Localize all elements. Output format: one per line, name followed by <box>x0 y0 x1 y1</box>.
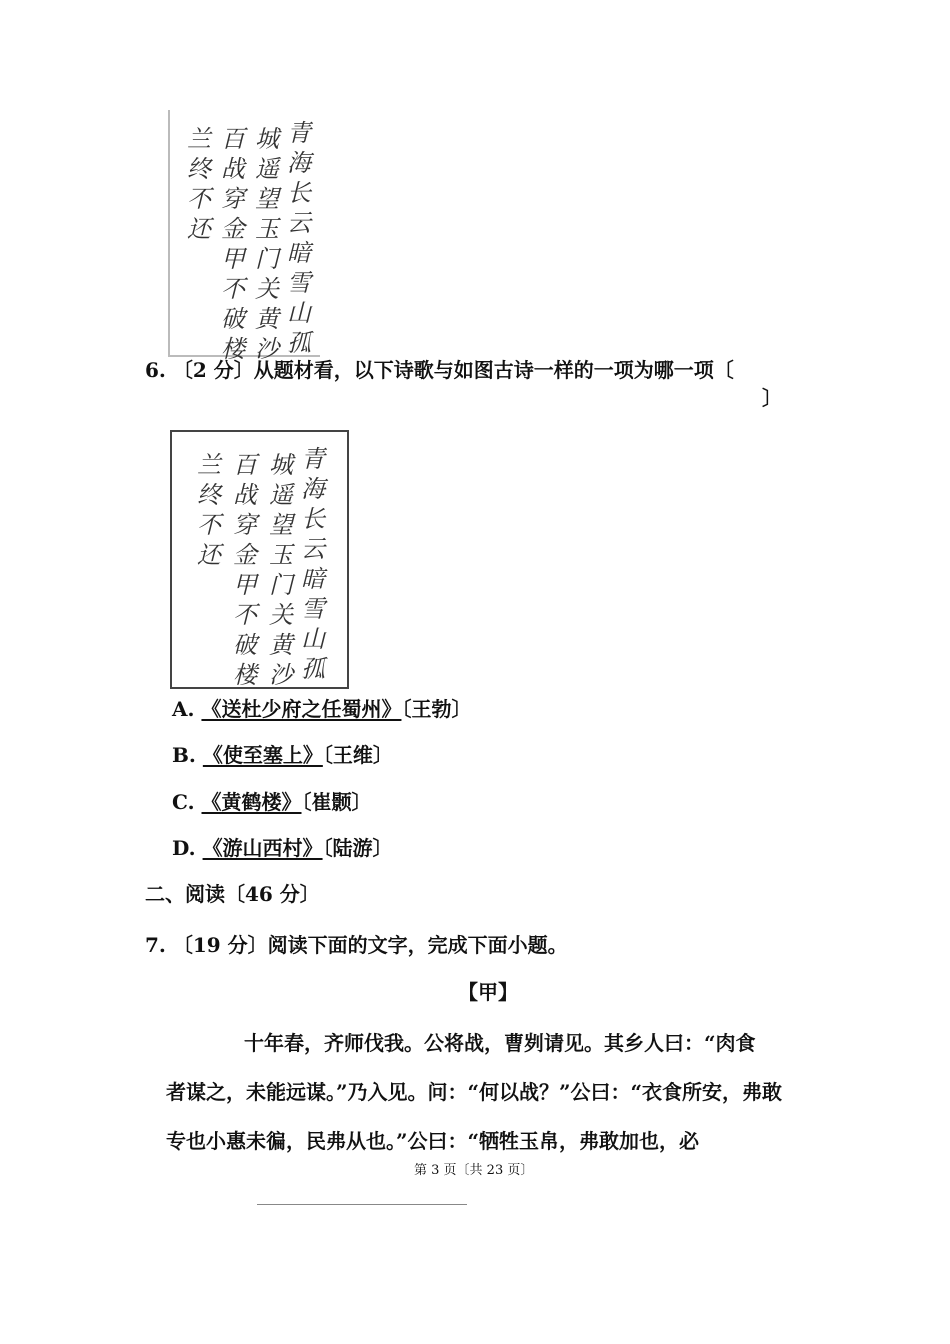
option-author: 〔陆游〕 <box>322 836 393 860</box>
poem-column-3: 百战穿金甲不破楼 <box>221 125 245 363</box>
option-author: 〔王维〕 <box>322 743 393 767</box>
page-footer: 第 3 页〔共 23 页〕 <box>414 1163 534 1178</box>
option-letter: C. <box>172 790 195 814</box>
option-letter: B. <box>172 743 196 767</box>
option-letter: D. <box>172 836 196 860</box>
passage-line-1: 十年春，齐师伐我。公将战，曹刿请见。其乡人曰：“肉食 <box>244 1031 756 1055</box>
passage-line-3: 专也小惠未徧，民弗从也。”公曰：“牺牲玉帛，弗敢加也，必 <box>166 1129 700 1153</box>
option-c[interactable] <box>172 786 372 815</box>
poem-column-3: 百战穿金甲不破楼 <box>233 451 257 689</box>
option-title: 《送杜少府之任蜀州》 <box>201 697 402 721</box>
option-title: 《游山西村》 <box>202 836 323 860</box>
poem-column-1: 青海长云暗雪山孤 <box>301 445 325 683</box>
passage-line-2: 者谋之，未能远谋。”乃入见。问：“何以战？”公曰：“衣食所安，弗敢 <box>166 1080 783 1104</box>
option-b[interactable] <box>172 739 393 768</box>
question-6 <box>145 354 734 383</box>
poem-column-1: 青海长云暗雪山孤 <box>287 119 311 357</box>
poem-column-4: 兰终不还 <box>187 125 211 243</box>
section-heading: 二、阅读〔46 分〕 <box>145 882 320 906</box>
passage-heading: 【甲】 <box>458 980 518 1004</box>
poem-image-framed <box>170 430 349 689</box>
option-letter: A. <box>172 697 195 721</box>
poem-column-2: 城遥望玉门关黄沙 <box>269 451 293 689</box>
option-d[interactable] <box>172 832 393 861</box>
poem-column-2: 城遥望玉门关黄沙 <box>255 125 279 363</box>
option-title: 《黄鹤楼》 <box>201 790 302 814</box>
poem-image-top <box>168 110 320 363</box>
question-text: 〔19 分〕阅读下面的文字，完成下面小题。 <box>172 933 568 957</box>
footer-divider <box>257 1204 467 1205</box>
question-number: 7. <box>145 933 166 957</box>
poem-column-4: 兰终不还 <box>197 451 221 569</box>
option-author: 〔崔颢〕 <box>301 790 372 814</box>
answer-paren-close: 〕 <box>762 386 782 410</box>
option-a[interactable] <box>172 693 471 722</box>
option-title: 《使至塞上》 <box>202 743 323 767</box>
question-text: 〔2 分〕从题材看，以下诗歌与如图古诗一样的一项为哪一项〔 <box>172 358 734 382</box>
option-author: 〔王勃〕 <box>401 697 472 721</box>
question-7 <box>145 929 568 958</box>
question-number: 6. <box>145 358 166 382</box>
